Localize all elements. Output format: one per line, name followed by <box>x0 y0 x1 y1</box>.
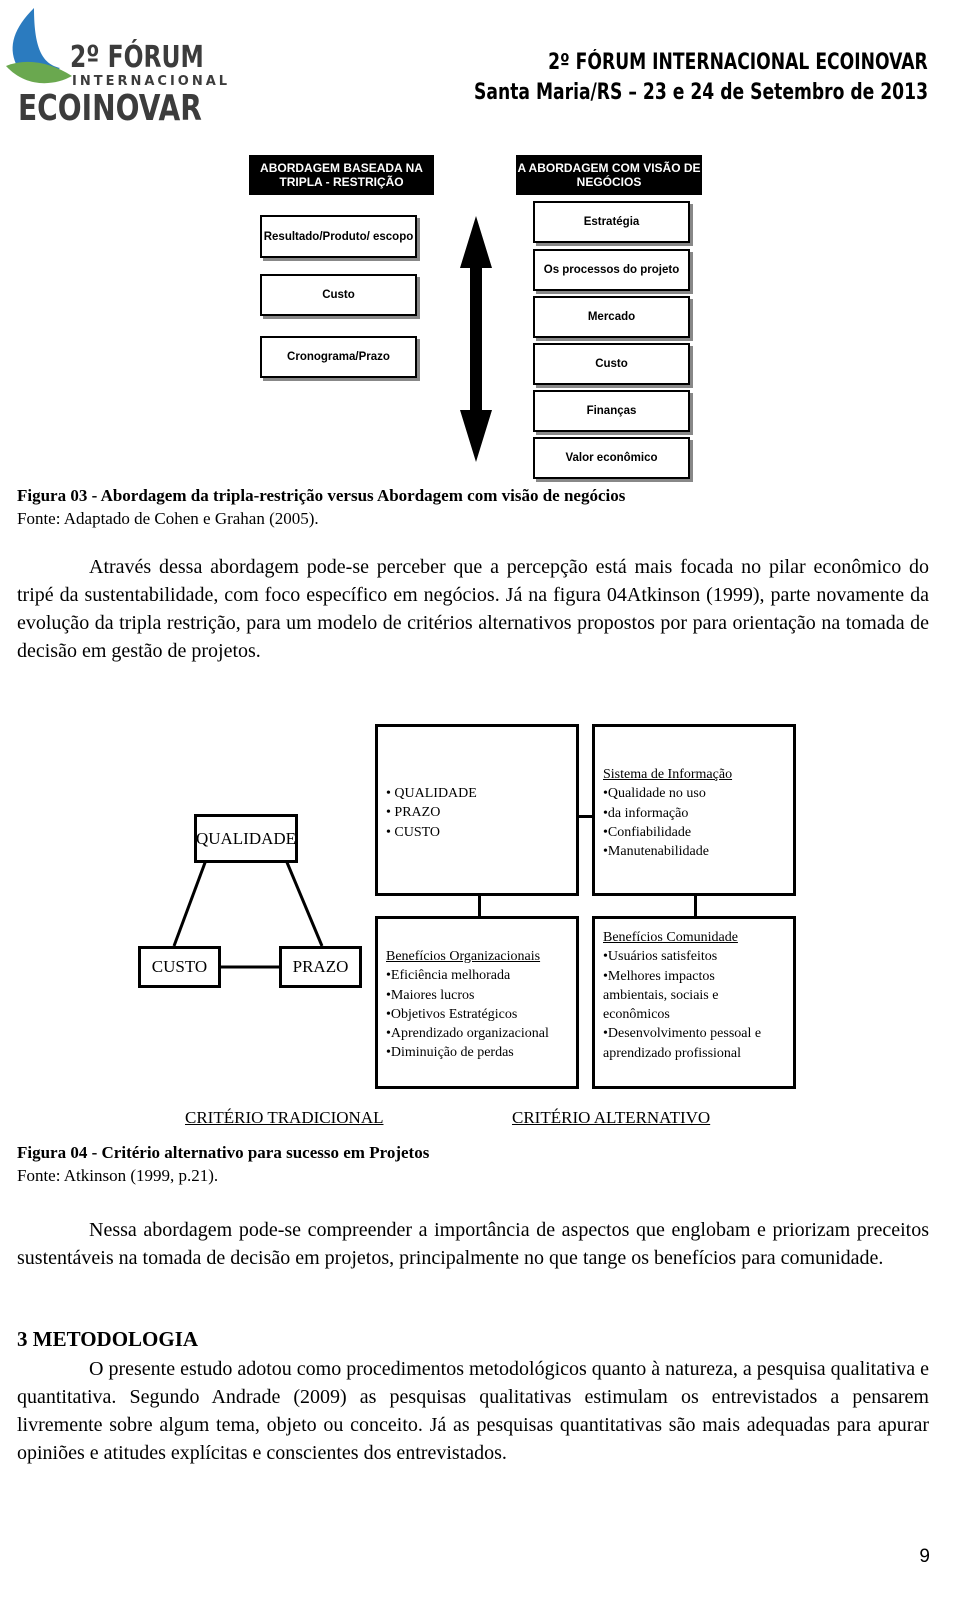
box-information-system <box>592 724 796 896</box>
leaf-drop-icon <box>4 6 76 88</box>
box-community-benefits <box>592 916 796 1089</box>
list-item: •Aprendizado organizacional <box>386 1026 549 1042</box>
list-item: •Confiabilidade <box>603 824 692 840</box>
figure04-caption: Figura 04 - Critério alternativo para sucesso em Projetos <box>17 1143 430 1162</box>
list-item: •Qualidade no uso <box>603 786 706 802</box>
paragraph-3: O presente estudo adotou como procedimentos metodológicos quanto à natureza, a pesquisa qualitativa e quantitativa. Segundo Andrade (2009) as pesquisas qualitativas estimulam os entrevistados a pensarem livremente sobre algum tema, objeto ou conceito. Já as pesquisas quantitativas são mais adequadas para apurar opiniões e atitudes explícitas e conscientes dos entrevistados. <box>17 1358 929 1464</box>
header-title: 2º FÓRUM INTERNACIONAL ECOINOVAR <box>548 50 928 75</box>
fig3-right-item: Mercado <box>533 296 690 338</box>
figure03-source: Fonte: Adaptado de Cohen e Grahan (2005). <box>17 509 319 528</box>
page-number: 9 <box>919 1546 930 1567</box>
paragraph-1: Através dessa abordagem pode-se perceber que a percepção está mais focada no pilar econômico do tripé da sustentabilidade, com foco específico em negócios. Já na figura 04Atkinson (1999), parte novamente da evolução da tripla restrição, para um modelo de critérios alternativos propostos por para orientação na tomada de decisão em gestão de projetos. <box>17 556 929 662</box>
list-item: •Usuários satisfeitos <box>603 949 718 965</box>
triangle-time: PRAZO <box>279 946 362 988</box>
fig3-left-header: ABORDAGEM BASEADA NA TRIPLA - RESTRIÇÃO <box>249 155 434 195</box>
fig3-left-item: Custo <box>260 274 417 316</box>
list-item: • PRAZO <box>386 805 441 821</box>
fig3-right-item: Valor econômico <box>533 437 690 479</box>
list-item: • QUALIDADE <box>386 786 477 801</box>
fig3-right-item: Custo <box>533 343 690 385</box>
list-item: econômicos <box>603 1007 670 1023</box>
logo-subtitle: INTERNACIONAL <box>72 74 231 89</box>
list-item: •Desenvolvimento pessoal e <box>603 1026 762 1042</box>
paragraph-2: Nessa abordagem pode-se compreender a importância de aspectos que englobam e priorizam preceitos sustentáveis na tomada de decisão em projetos, principalmente no que tange os benefícios para comunidade. <box>17 1219 929 1269</box>
fig3-right-item: Os processos do projeto <box>533 249 690 291</box>
box-title: Benefícios Comunidade <box>603 930 738 945</box>
fig3-right-header: A ABORDAGEM COM VISÃO DE NEGÓCIOS <box>516 155 702 195</box>
fig3-right-item: Estratégia <box>533 201 690 243</box>
list-item: •Eficiência melhorada <box>386 968 511 984</box>
box-traditional-criteria <box>375 724 579 896</box>
list-item: •Melhores impactos <box>603 968 715 984</box>
list-item: •da informação <box>603 805 689 821</box>
list-item: •Manutenabilidade <box>603 844 709 860</box>
list-item: •Diminuição de perdas <box>386 1045 514 1061</box>
fig3-left-item: Resultado/Produto/ escopo <box>260 215 417 258</box>
label-traditional-criteria: CRITÉRIO TRADICIONAL <box>185 1108 384 1127</box>
logo-brand: ECOINOVAR <box>18 88 202 129</box>
figure03-caption: Figura 03 - Abordagem da tripla-restrição versus Abordagem com visão de negócios <box>17 486 626 505</box>
list-item: aprendizado profissional <box>603 1045 742 1061</box>
box-organizational-benefits <box>375 916 579 1089</box>
box-title: Sistema de Informação <box>603 767 733 782</box>
fig3-right-item: Finanças <box>533 390 690 432</box>
list-item: •Objetivos Estratégicos <box>386 1006 518 1022</box>
double-arrow-icon <box>455 214 497 464</box>
header-subtitle: Santa Maria/RS – 23 e 24 de Setembro de 2013 <box>474 80 928 105</box>
connector-line <box>694 893 697 918</box>
figure04-source: Fonte: Atkinson (1999, p.21). <box>17 1166 219 1185</box>
list-item: •Maiores lucros <box>386 987 475 1003</box>
box-title: Benefícios Organizacionais <box>386 949 541 964</box>
logo-title: 2º FÓRUM <box>70 40 204 75</box>
triangle-quality: QUALIDADE <box>194 814 298 863</box>
fig3-left-item: Cronograma/Prazo <box>260 336 417 378</box>
section-title: 3 METODOLOGIA <box>17 1327 199 1351</box>
label-alternative-criteria: CRITÉRIO ALTERNATIVO <box>512 1108 711 1127</box>
list-item: • CUSTO <box>386 824 441 840</box>
connector-line <box>478 893 481 918</box>
triangle-cost: CUSTO <box>138 946 221 988</box>
list-item: ambientais, sociais e <box>603 987 719 1003</box>
event-logo <box>4 6 231 129</box>
